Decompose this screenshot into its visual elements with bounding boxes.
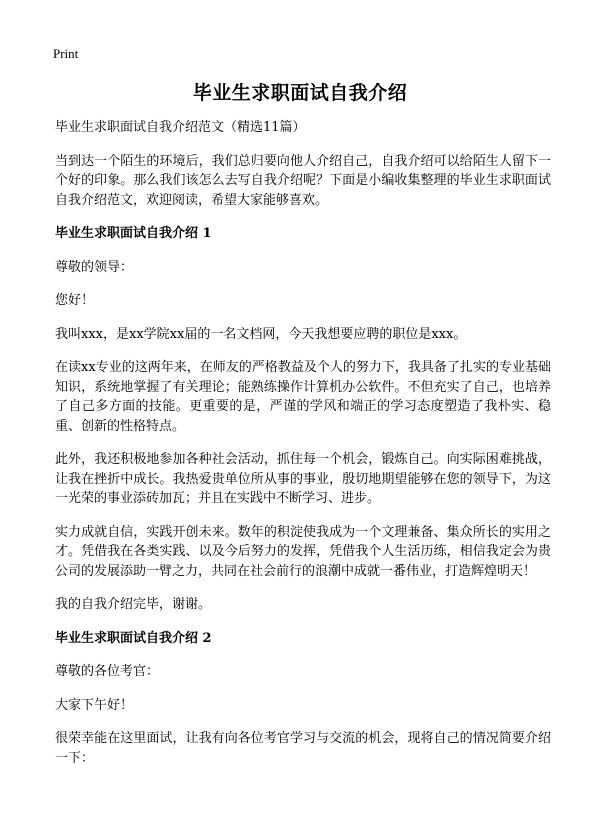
body-paragraph: 实力成就自信，实践开创未来。数年的积淀使我成为一个文理兼备、集众所长的实用之才。凭借我在各类实践、以及今后努力的发挥，凭借我个人生活历练，相信我定会为贵公司的发展添助一臂之力，共同在社会前行的浪潮中成就一番伟业，打造辉煌明天！ [55,524,551,579]
document-subtitle: 毕业生求职面试自我介绍范文（精选11篇） [55,120,306,135]
salutation: 尊敬的各位考官： [55,664,160,679]
greeting: 您好！ [55,293,95,308]
salutation: 尊敬的领导： [55,259,134,275]
section-heading: 毕业生求职面试自我介绍 2 [55,630,212,646]
document-title: 毕业生求职面试自我介绍 [192,82,408,104]
section-heading: 毕业生求职面试自我介绍 1 [55,226,212,241]
intro-paragraph: 当到达一个陌生的环境后，我们总归要向他人介绍自己，自我介绍可以给陌生人留下一个好的印象。那么我们该怎么去写自我介绍呢？下面是小编收集整理的毕业生求职面试自我介绍范文，欢迎阅读，希望大家能够喜欢。 [55,153,551,208]
closing-paragraph: 我的自我介绍完毕，谢谢。 [55,597,212,612]
body-paragraph: 很荣幸能在这里面试，让我有向各位考官学习与交流的机会，现将自己的情况简要介绍一下： [55,731,551,766]
body-paragraph: 我叫xxx，是xx学院xx届的一名文档网，今天我想要应聘的职位是xxx。 [55,326,467,342]
document-body [55,118,551,782]
greeting: 大家下午好！ [55,697,134,713]
body-paragraph: 此外，我还积极地参加各种社会活动，抓住每一个机会，锻炼自己。向实际困难挑战，让我在挫折中成长。我热爱贵单位所从事的事业，殷切地期望能够在您的领导下，为这一光荣的事业添砖加瓦；并且在实践中不断学习、进步。 [55,452,551,506]
body-paragraph: 在读xx专业的这两年来，在师友的严格教益及个人的努力下，我具备了扎实的专业基础知识，系统地掌握了有关理论；能熟练操作计算机办公软件。不但充实了自己，也培养了自己多方面的技能。更重要的是，严谨的学风和端正的学习态度塑造了我朴实、稳重、创新的性格特点。 [55,360,551,434]
print-link[interactable]: Print [53,46,79,61]
